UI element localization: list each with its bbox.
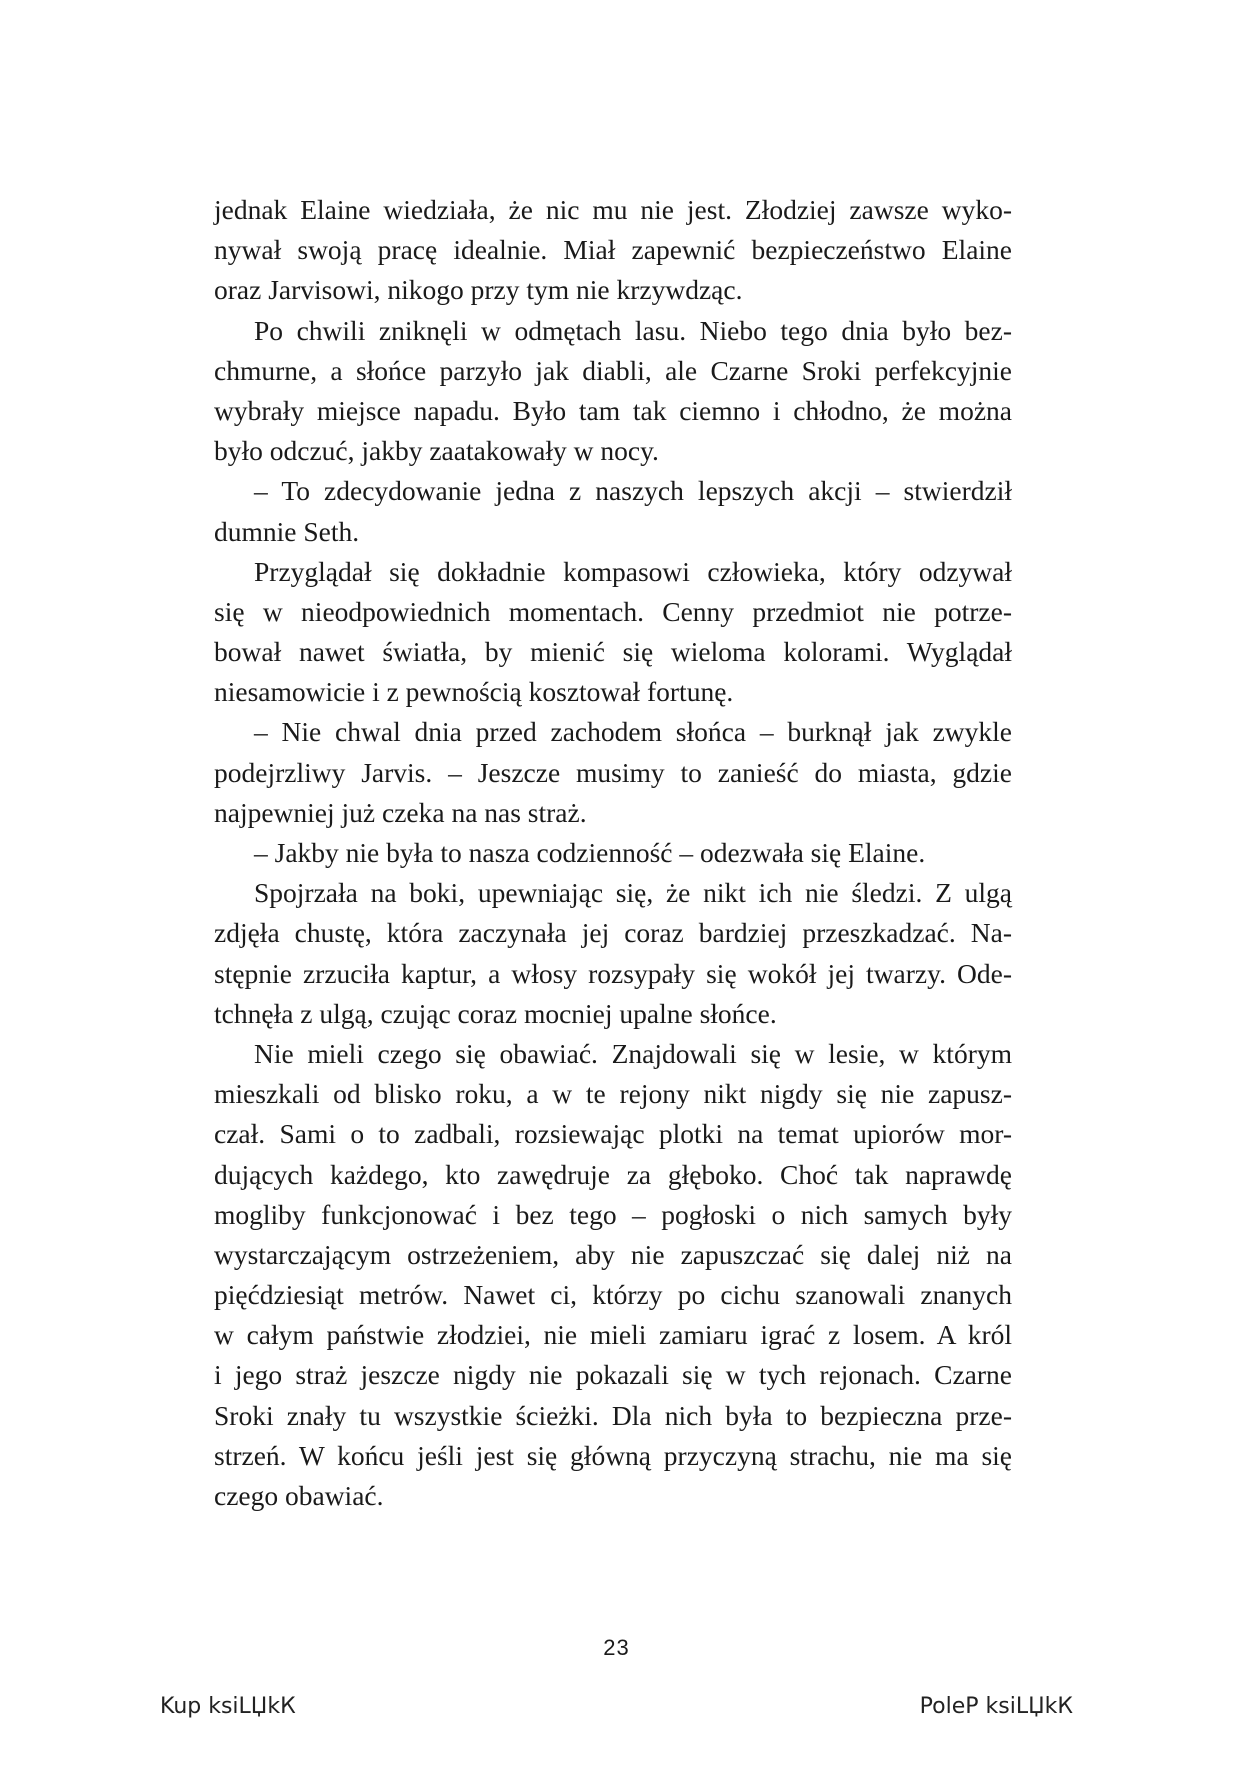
text-line: Przyglądał się dokładnie kompasowi człowieka, który odzywał xyxy=(254,555,1012,587)
text-line: Sroki znały tu wszystkie ścieżki. Dla nich była to bezpieczna prze- xyxy=(214,1399,1012,1431)
recommend-book-link[interactable]: PoleР ksiLЏkК xyxy=(919,1694,1073,1719)
text-line: zdjęła chustę, która zaczynała jej coraz bardziej przeszkadzać. Na- xyxy=(214,917,1012,949)
text-line: niesamowicie i z pewnością kosztował fortunę. xyxy=(214,676,734,708)
text-line: wybrały miejsce napadu. Było tam tak ciemno i chłodno, że można xyxy=(214,394,1012,426)
text-line: – Nie chwal dnia przed zachodem słońca – burknął jak zwykle xyxy=(254,716,1012,748)
buy-book-link[interactable]: Kup ksiLЏkК xyxy=(160,1694,296,1719)
text-line: pięćdziesiąt metrów. Nawet ci, którzy po cichu szanowali znanych xyxy=(214,1279,1012,1311)
text-line: mieszkali od blisko roku, a w te rejony nikt nigdy się nie zapusz- xyxy=(214,1078,1012,1110)
text-line: mogliby funkcjonować i bez tego – pogłoski o nich samych były xyxy=(214,1198,1012,1230)
text-line: tchnęła z ulgą, czując coraz mocniej upalne słońce. xyxy=(214,997,777,1029)
text-line: czał. Sami o to zadbali, rozsiewając plotki na temat upiorów mor- xyxy=(214,1118,1012,1150)
text-line: najpewniej już czeka na nas straż. xyxy=(214,796,587,828)
text-line: czego obawiać. xyxy=(214,1480,384,1511)
text-line: w całym państwie złodziei, nie mieli zamiaru igrać z losem. A król xyxy=(214,1319,1012,1351)
text-line: bował nawet światła, by mienić się wieloma kolorami. Wyglądał xyxy=(214,636,1012,668)
page-body xyxy=(214,190,1012,1516)
text-line: chmurne, a słońce parzyło jak diabli, ale Czarne Sroki perfekcyjnie xyxy=(214,354,1012,386)
text-line: dujących każdego, kto zawędruje za głęboko. Choć tak naprawdę xyxy=(214,1158,1012,1190)
text-line: i jego straż jeszcze nigdy nie pokazali się w tych rejonach. Czarne xyxy=(214,1359,1012,1391)
text-line: Nie mieli czego się obawiać. Znajdowali się w lesie, w którym xyxy=(254,1037,1012,1069)
text-line: było odczuć, jakby zaatakowały w nocy. xyxy=(214,435,659,467)
text-line: dumnie Seth. xyxy=(214,515,360,547)
text-line: strzeń. W końcu jeśli jest się główną przyczyną strachu, nie ma się xyxy=(214,1439,1012,1471)
text-line: podejrzliwy Jarvis. – Jeszcze musimy to zanieść do miasta, gdzie xyxy=(214,756,1012,788)
text-line: Spojrzała na boki, upewniając się, że nikt ich nie śledzi. Z ulgą xyxy=(254,877,1012,909)
text-line: – Jakby nie była to nasza codzienność – odezwała się Elaine. xyxy=(254,837,926,868)
text-line: jednak Elaine wiedziała, że nic mu nie jest. Złodziej zawsze wyko- xyxy=(214,194,1012,225)
text-line: – To zdecydowanie jedna z naszych lepszych akcji – stwierdził xyxy=(254,475,1012,507)
text-line: się w nieodpowiednich momentach. Cenny przedmiot nie potrze- xyxy=(214,595,1012,627)
text-line: stępnie zrzuciła kaptur, a włosy rozsypały się wokół jej twarzy. Ode- xyxy=(214,957,1012,989)
text-line: oraz Jarvisowi, nikogo przy tym nie krzywdząc. xyxy=(214,274,743,306)
text-line: wystarczającym ostrzeżeniem, aby nie zapuszczać się dalej niż na xyxy=(214,1238,1012,1270)
text-line: Po chwili zniknęli w odmętach lasu. Niebo tego dnia było bez- xyxy=(254,314,1012,346)
page-number: 23 xyxy=(603,1635,630,1660)
text-line: nywał swoją pracę idealnie. Miał zapewnić bezpieczeństwo Elaine xyxy=(214,234,1012,266)
